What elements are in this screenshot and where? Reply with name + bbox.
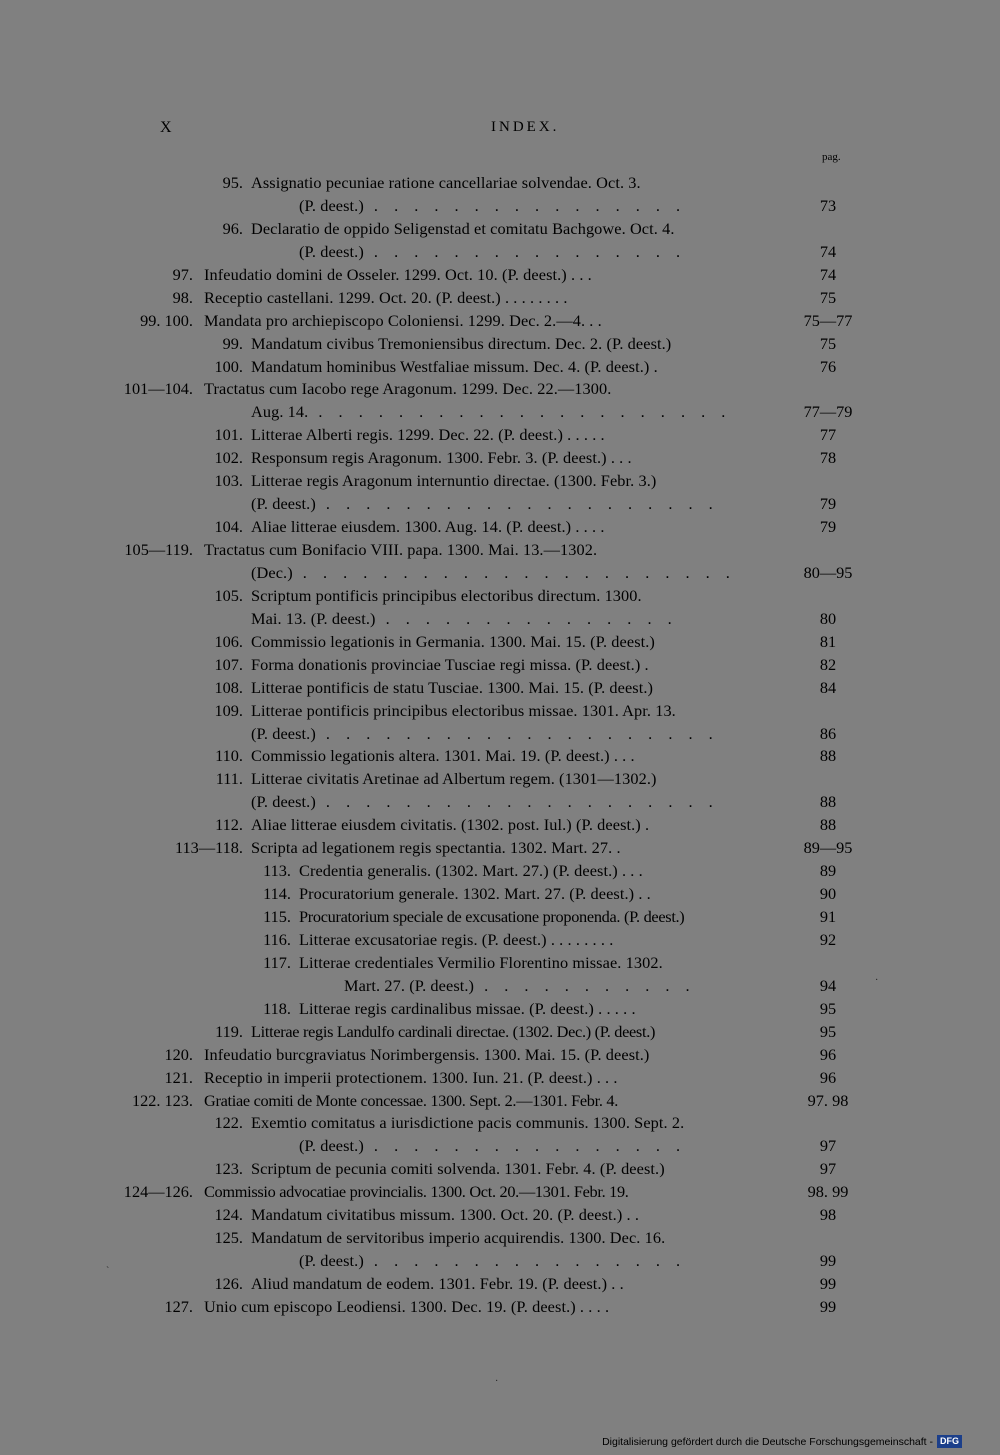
entry-page-number: 88 (819, 792, 837, 812)
index-entry (0, 745, 1000, 768)
entry-title: Exemtio comitatus a iurisdictione pacis communis. 1300. Sept. 2. (251, 1113, 685, 1133)
index-entry (0, 356, 1000, 379)
index-entry (0, 585, 1000, 608)
footer-text: Digitalisierung gefördert durch die Deutsche Forschungsgemeinschaft - (602, 1435, 933, 1448)
dot-leader: . . . . . . . . . . . . . . . . (363, 1136, 687, 1156)
entry-text (251, 218, 675, 241)
entry-number: 127. (164, 1296, 193, 1316)
entry-number: 105. (214, 585, 243, 605)
entry-page-number: 74 (819, 264, 837, 284)
entry-number: 98. (172, 287, 193, 307)
index-entry (0, 1250, 1000, 1273)
entry-number: 122. (214, 1113, 243, 1133)
entry-title: Procuratorium speciale de excusatione proponenda. (P. deest.) (299, 907, 685, 926)
page-number-roman: X (160, 119, 173, 136)
entry-text (251, 814, 649, 837)
entry-title: Scriptum de pecunia comiti solvenda. 1301. Febr. 4. (P. deest.) (251, 1159, 665, 1179)
entry-title: Aliae litterae eiusdem civitatis. (1302. post. Iul.) (P. deest.) . (251, 815, 650, 835)
entry-number: 125. (214, 1228, 243, 1248)
digitization-footer (602, 1434, 962, 1449)
entry-page-number: 88 (819, 746, 837, 766)
entry-text (251, 1273, 624, 1296)
page-column-label: pag. (822, 151, 841, 163)
entry-title: Mandatum civibus Tremoniensibus directum. Dec. 2. (P. deest.) (251, 333, 672, 353)
entry-number: 117. (263, 952, 291, 972)
entry-number: 109. (214, 700, 243, 720)
entry-page-number: 98. 99 (807, 1182, 849, 1202)
entry-page-number: 75—77 (803, 310, 853, 330)
index-entry (0, 677, 1000, 700)
index-entry (0, 470, 1000, 493)
entry-text (299, 952, 663, 975)
entry-title: Litterae civitatis Aretinae ad Albertum regem. (1301—1302.) (251, 769, 657, 789)
index-entry (0, 700, 1000, 723)
index-entry (0, 493, 1000, 516)
entry-text (204, 1044, 649, 1067)
entry-title: (P. deest.) (299, 195, 364, 215)
entry-page-number: 96 (819, 1044, 837, 1064)
entry-page-number: 75 (819, 333, 837, 353)
entry-page-number: 79 (819, 517, 837, 537)
entry-page-number: 77—79 (803, 402, 853, 422)
entry-page-number: 76 (819, 356, 837, 376)
index-list (0, 172, 1000, 1319)
entry-title: (Dec.) (251, 562, 293, 582)
index-entry (0, 401, 1000, 424)
index-entry (0, 1090, 1000, 1113)
index-entry (0, 1158, 1000, 1181)
entry-text (299, 883, 651, 906)
entry-number: 123. (214, 1159, 243, 1179)
entry-text (251, 493, 719, 516)
entry-number: 95. (222, 173, 243, 192)
scan-mark: · (875, 975, 879, 986)
entry-title: Mart. 27. (P. deest.) (344, 975, 475, 995)
index-entry (0, 952, 1000, 975)
entry-title: (P. deest.) (251, 723, 316, 743)
entry-text (299, 195, 686, 218)
entry-title: Commissio legationis altera. 1301. Mai. 19. (P. deest.) . . . (251, 746, 635, 766)
entry-title: Litterae regis cardinalibus missae. (P. deest.) . . . . . (299, 998, 636, 1018)
entry-text (251, 1158, 665, 1181)
entry-page-number: 90 (819, 884, 837, 904)
entry-title: Unio cum episcopo Leodiensi. 1300. Dec. 19. (P. deest.) . . . . (204, 1296, 610, 1316)
entry-title: Procuratorium generale. 1302. Mart. 27. (P. deest.) . . (299, 884, 651, 904)
entry-page-number: 95 (819, 998, 837, 1018)
dot-leader: . . . . . . . . . . . . . . . . (363, 1251, 687, 1271)
entry-number: 108. (214, 677, 243, 697)
entry-page-number: 89 (819, 861, 837, 881)
entry-title: (P. deest.) (251, 792, 316, 812)
entry-page-number: 80—95 (803, 562, 853, 582)
entry-text (251, 837, 621, 860)
index-entry (0, 723, 1000, 746)
entry-number: 102. (214, 448, 243, 468)
entry-number: 107. (214, 654, 243, 674)
index-entry (0, 608, 1000, 631)
entry-page-number: 94 (819, 975, 837, 995)
entry-number: 96. (222, 218, 243, 238)
entry-text (344, 975, 696, 998)
index-entry (0, 814, 1000, 837)
index-entry (0, 516, 1000, 539)
entry-title: Commissio legationis in Germania. 1300. Mai. 15. (P. deest.) (251, 631, 655, 651)
entry-text (251, 333, 671, 356)
entry-number: 114. (263, 884, 291, 904)
dot-leader: . . . . . . . . . . . . . . . . . . . . . . (292, 562, 736, 582)
index-entry (0, 562, 1000, 585)
entry-text (299, 906, 684, 929)
entry-title: (P. deest.) (251, 494, 316, 514)
entry-title: Mai. 13. (P. deest.) (251, 608, 376, 628)
dot-leader: . . . . . . . . . . . . . . . . . . . . . (308, 402, 732, 422)
dot-leader: . . . . . . . . . . . . . . . . . . . . (315, 792, 719, 812)
entry-text (251, 447, 632, 470)
entry-title: Declaratio de oppido Seligenstad et comitatu Bachgowe. Oct. 4. (251, 218, 675, 238)
index-entry (0, 333, 1000, 356)
page-title: INDEX. (491, 119, 560, 135)
entry-title: Aug. 14. (251, 402, 309, 422)
entry-text (251, 1112, 684, 1135)
entry-number: 106. (214, 631, 243, 651)
entry-number: 101. (214, 425, 243, 445)
entry-text (204, 539, 597, 562)
entry-title: (P. deest.) (299, 1251, 364, 1271)
index-entry (0, 906, 1000, 929)
entry-title: Aliud mandatum de eodem. 1301. Febr. 19. (P. deest.) . . (251, 1274, 624, 1293)
index-entry (0, 837, 1000, 860)
entry-number: 100. (214, 356, 243, 376)
entry-title: Aliae litterae eiusdem. 1300. Aug. 14. (P. deest.) . . . . (251, 517, 605, 537)
entry-text (251, 172, 641, 195)
entry-text (251, 1227, 665, 1250)
index-entry (0, 883, 1000, 906)
entry-title: Mandata pro archiepiscopo Coloniensi. 1299. Dec. 2.—4. . . (204, 310, 602, 330)
index-entry (0, 287, 1000, 310)
entry-page-number: 78 (819, 448, 837, 468)
entry-text (251, 585, 642, 608)
entry-title: Litterae regis Aragonum internuntio directae. (1300. Febr. 3.) (251, 471, 657, 491)
index-entry (0, 447, 1000, 470)
entry-title: (P. deest.) (299, 241, 364, 261)
entry-text (204, 310, 602, 333)
scan-mark: · (495, 1376, 499, 1387)
entry-title: Litterae regis Landulfo cardinali directae. (1302. Dec.) (P. deest.) (251, 1021, 656, 1041)
entry-number: 126. (214, 1274, 243, 1293)
entry-text (251, 677, 653, 700)
entry-title: Litterae credentiales Vermilio Florentino missae. 1302. (299, 952, 663, 972)
entry-number: 124. (214, 1205, 243, 1225)
dot-leader: . . . . . . . . . . . (474, 975, 696, 995)
entry-page-number: 77 (819, 425, 837, 445)
entry-title: Commissio advocatiae provincialis. 1300. Oct. 20.—1301. Febr. 19. (204, 1182, 629, 1202)
index-entry (0, 1044, 1000, 1067)
dot-leader: . . . . . . . . . . . . . . . . . . . . (315, 494, 719, 514)
index-entry (0, 1204, 1000, 1227)
entry-number: 104. (214, 517, 243, 537)
entry-title: Tractatus cum Iacobo rege Aragonum. 1299. Dec. 22.—1300. (204, 379, 612, 399)
index-entry (0, 378, 1000, 401)
entry-text (204, 1067, 618, 1090)
entry-number: 99. (222, 333, 243, 353)
scan-mark: ` (106, 1266, 110, 1277)
entry-text (204, 264, 592, 287)
entry-title: Forma donationis provinciae Tusciae regi missa. (P. deest.) . (251, 654, 649, 674)
entry-page-number: 84 (819, 677, 837, 697)
entry-text (251, 791, 719, 814)
entry-text (251, 356, 658, 379)
index-entry (0, 195, 1000, 218)
entry-title: Scripta ad legationem regis spectantia. 1302. Mart. 27. . (251, 838, 621, 858)
entry-page-number: 98 (819, 1205, 837, 1225)
entry-number: 110. (215, 746, 243, 766)
entry-text (251, 654, 649, 677)
entry-number: 122. 123. (131, 1090, 193, 1110)
index-entry (0, 1181, 1000, 1204)
entry-number: 113. (263, 861, 291, 881)
entry-number: 119. (215, 1021, 243, 1041)
dot-leader: . . . . . . . . . . . . . . . . (363, 241, 687, 261)
index-entry (0, 1112, 1000, 1135)
index-entry (0, 1273, 1000, 1296)
entry-page-number: 95 (819, 1021, 837, 1041)
entry-number: 111. (215, 769, 243, 789)
entry-number: 124—126. (123, 1182, 193, 1202)
entry-text (204, 1090, 618, 1113)
entry-page-number: 88 (819, 815, 837, 835)
entry-text (251, 562, 736, 585)
index-entry (0, 1021, 1000, 1044)
entry-page-number: 97. 98 (807, 1090, 849, 1110)
index-entry (0, 768, 1000, 791)
index-entry (0, 264, 1000, 287)
entry-page-number: 89—95 (803, 838, 853, 858)
entry-title: Receptio in imperii protectionem. 1300. Iun. 21. (P. deest.) . . . (204, 1067, 618, 1087)
entry-page-number: 91 (819, 907, 837, 926)
entry-number: 113—118. (175, 838, 243, 858)
entry-number: 121. (164, 1067, 193, 1087)
entry-title: Litterae pontificis de statu Tusciae. 1300. Mai. 15. (P. deest.) (251, 677, 654, 697)
entry-title: Litterae excusatoriae regis. (P. deest.) . . . . . . . . (299, 929, 614, 949)
entry-title: Scriptum pontificis principibus electoribus directum. 1300. (251, 585, 642, 605)
entry-page-number: 96 (819, 1067, 837, 1087)
index-entry (0, 654, 1000, 677)
entry-text (251, 768, 657, 791)
dot-leader: . . . . . . . . . . . . . . . (375, 608, 678, 628)
entry-number: 97. (172, 264, 193, 284)
index-entry (0, 975, 1000, 998)
entry-number: 112. (215, 815, 243, 835)
index-entry (0, 172, 1000, 195)
index-entry (0, 860, 1000, 883)
entry-title: Receptio castellani. 1299. Oct. 20. (P. deest.) . . . . . . . . (204, 287, 568, 307)
index-entry (0, 998, 1000, 1021)
index-entry (0, 631, 1000, 654)
entry-title: Tractatus cum Bonifacio VIII. papa. 1300. Mai. 13.—1302. (204, 540, 598, 559)
entry-page-number: 75 (819, 287, 837, 307)
entry-page-number: 99 (819, 1251, 837, 1271)
dfg-logo: DFG (937, 1435, 962, 1448)
entry-title: Infeudatio burcgraviatus Norimbergensis. 1300. Mai. 15. (P. deest.) (204, 1044, 650, 1064)
entry-text (299, 998, 636, 1021)
dot-leader: . . . . . . . . . . . . . . . . . . . . (315, 723, 719, 743)
entry-text (299, 1250, 686, 1273)
index-entry (0, 241, 1000, 264)
entry-text (251, 745, 635, 768)
index-entry (0, 1067, 1000, 1090)
entry-title: Responsum regis Aragonum. 1300. Febr. 3. (P. deest.) . . . (251, 448, 632, 468)
entry-number: 116. (263, 929, 291, 949)
entry-page-number: 97 (819, 1136, 837, 1156)
entry-number: 101—104. (123, 379, 193, 399)
entry-number: 103. (214, 471, 243, 491)
entry-page-number: 99 (819, 1274, 837, 1293)
entry-text (251, 470, 656, 493)
entry-text (299, 241, 686, 264)
entry-number: 118. (263, 998, 291, 1018)
entry-text (299, 929, 613, 952)
entry-text (251, 631, 655, 654)
entry-page-number: 99 (819, 1296, 837, 1316)
entry-text (204, 287, 568, 310)
index-entry (0, 1135, 1000, 1158)
entry-number: 115. (263, 907, 291, 926)
entry-title: Mandatum de servitoribus imperio acquirendis. 1300. Dec. 16. (251, 1228, 666, 1248)
entry-title: Infeudatio domini de Osseler. 1299. Oct. 10. (P. deest.) . . . (204, 264, 592, 284)
entry-text (251, 1204, 639, 1227)
entry-title: Litterae Alberti regis. 1299. Dec. 22. (P. deest.) . . . . . (251, 425, 605, 445)
index-entry (0, 791, 1000, 814)
entry-page-number: 92 (819, 929, 837, 949)
entry-page-number: 86 (819, 723, 837, 743)
index-entry (0, 1296, 1000, 1319)
index-entry (0, 539, 1000, 562)
entry-title: Litterae pontificis principibus electoribus missae. 1301. Apr. 13. (251, 700, 676, 720)
entry-number: 120. (164, 1044, 193, 1064)
entry-text (299, 860, 643, 883)
index-entry (0, 1227, 1000, 1250)
entry-text (251, 401, 731, 424)
entry-text (204, 1181, 629, 1204)
entry-text (251, 723, 719, 746)
entry-page-number: 81 (819, 631, 837, 651)
entry-text (251, 1021, 655, 1044)
index-entry (0, 929, 1000, 952)
entry-text (251, 608, 678, 631)
entry-number: 105—119. (124, 540, 193, 559)
index-entry (0, 310, 1000, 333)
entry-title: Credentia generalis. (1302. Mart. 27.) (P. deest.) . . . (299, 861, 643, 881)
index-entry (0, 218, 1000, 241)
entry-text (251, 516, 605, 539)
entry-title: Mandatum hominibus Westfaliae missum. Dec. 4. (P. deest.) . (251, 356, 658, 376)
entry-number: 99. 100. (140, 310, 193, 330)
entry-text (251, 424, 605, 447)
entry-text (251, 700, 676, 723)
entry-text (299, 1135, 686, 1158)
entry-title: (P. deest.) (299, 1136, 364, 1156)
entry-page-number: 74 (819, 241, 837, 261)
entry-text (204, 1296, 609, 1319)
entry-page-number: 80 (819, 608, 837, 628)
dot-leader: . . . . . . . . . . . . . . . . (363, 195, 687, 215)
entry-page-number: 79 (819, 494, 837, 514)
entry-text (204, 378, 611, 401)
entry-page-number: 73 (819, 195, 837, 215)
entry-title: Mandatum civitatibus missum. 1300. Oct. 20. (P. deest.) . . (251, 1205, 640, 1225)
entry-title: Gratiae comiti de Monte concessae. 1300. Sept. 2.—1301. Febr. 4. (204, 1090, 618, 1110)
entry-page-number: 82 (819, 654, 837, 674)
entry-page-number: 97 (819, 1159, 837, 1179)
index-entry (0, 424, 1000, 447)
entry-title: Assignatio pecuniae ratione cancellariae solvendae. Oct. 3. (251, 173, 641, 192)
